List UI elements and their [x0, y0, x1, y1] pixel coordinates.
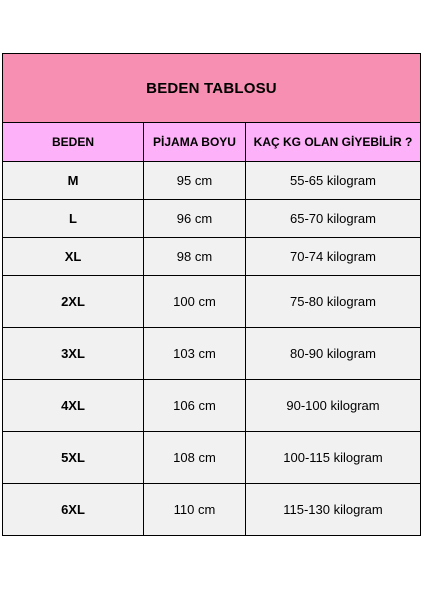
size-cell: L: [3, 200, 144, 238]
length-cell: 108 cm: [144, 432, 246, 484]
title-row: [3, 54, 421, 123]
table-row: [3, 276, 421, 328]
length-cell: 96 cm: [144, 200, 246, 238]
size-cell: 5XL: [3, 432, 144, 484]
size-chart-table: [2, 53, 421, 536]
table-row: [3, 162, 421, 200]
length-cell: 103 cm: [144, 328, 246, 380]
size-cell: 4XL: [3, 380, 144, 432]
table-row: [3, 200, 421, 238]
length-cell: 100 cm: [144, 276, 246, 328]
header-row: [3, 123, 421, 162]
weight-cell: 80-90 kilogram: [246, 328, 421, 380]
length-cell: 106 cm: [144, 380, 246, 432]
length-cell: 98 cm: [144, 238, 246, 276]
weight-cell: 70-74 kilogram: [246, 238, 421, 276]
size-cell: 3XL: [3, 328, 144, 380]
table-title: BEDEN TABLOSU: [3, 54, 421, 123]
header-weight: KAÇ KG OLAN GİYEBİLİR ?: [246, 123, 421, 162]
weight-cell: 75-80 kilogram: [246, 276, 421, 328]
table-row: [3, 484, 421, 536]
length-cell: 110 cm: [144, 484, 246, 536]
size-cell: 2XL: [3, 276, 144, 328]
header-size: BEDEN: [3, 123, 144, 162]
table-row: [3, 432, 421, 484]
header-length: PİJAMA BOYU: [144, 123, 246, 162]
weight-cell: 65-70 kilogram: [246, 200, 421, 238]
table-row: [3, 328, 421, 380]
weight-cell: 90-100 kilogram: [246, 380, 421, 432]
weight-cell: 100-115 kilogram: [246, 432, 421, 484]
size-cell: XL: [3, 238, 144, 276]
table-row: [3, 238, 421, 276]
weight-cell: 115-130 kilogram: [246, 484, 421, 536]
weight-cell: 55-65 kilogram: [246, 162, 421, 200]
size-cell: 6XL: [3, 484, 144, 536]
table-row: [3, 380, 421, 432]
size-cell: M: [3, 162, 144, 200]
length-cell: 95 cm: [144, 162, 246, 200]
